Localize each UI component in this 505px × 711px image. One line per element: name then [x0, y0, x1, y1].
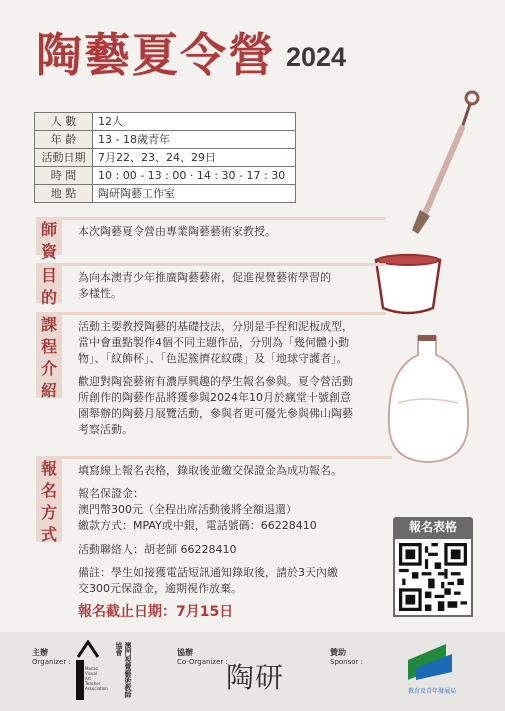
table-row	[35, 167, 296, 185]
table-row	[35, 131, 296, 149]
section-label: 報 名 方 式	[36, 456, 62, 542]
section-divider	[62, 263, 386, 266]
qr-label: 報名表格	[393, 517, 473, 537]
qr-icon	[399, 543, 467, 611]
coorganizer-label: 協辦 Co-Organizer :	[177, 648, 228, 666]
organizer-name: 澳門視覺藝術教師協會	[115, 642, 132, 698]
info-key: 年 齡	[35, 131, 93, 149]
course-text-1: 活動主要教授陶藝的基礎技法，分別是手捏和泥板成型，當中會重點製作4個不同主題作品，分別為「幾何體小動物」、「紋飾杯」、「色泥簇擠花紋碟」及「地球守護者」。	[78, 320, 353, 365]
table-row	[35, 185, 296, 203]
qr-section	[393, 517, 473, 617]
qr-code[interactable]	[393, 537, 473, 617]
deposit-title: 報名保證金：	[78, 487, 144, 500]
deposit-amount: 澳門幣300元（全程出席活動後將全額退還）	[78, 503, 297, 516]
signup-text: 填寫線上報名表格，錄取後並繳交保證金為成功報名。	[78, 464, 342, 477]
info-key: 活動日期	[35, 149, 93, 167]
section-divider	[62, 312, 386, 315]
organizer-name-en: Macao Visual Art Teacher Association	[85, 666, 108, 691]
info-key: 時 間	[35, 167, 93, 185]
sponsor-logo	[402, 642, 462, 704]
pottery-tool-illustration	[400, 88, 490, 238]
info-value: 10 : 00 - 13 : 00 · 14 : 30 - 17 : 30	[93, 167, 296, 185]
info-key: 人 數	[35, 113, 93, 131]
footer	[0, 632, 505, 711]
section-signup	[36, 456, 378, 626]
table-row	[35, 113, 296, 131]
section-purpose	[36, 263, 338, 307]
info-value: 12人	[93, 113, 296, 131]
purpose-text: 為向本澳青少年推廣陶藝藝術，促進視覺藝術學習的多樣性。	[78, 271, 331, 300]
course-text-2: 歡迎對陶瓷藝術有濃厚興趣的學生報名參與。夏令營活動所創作的陶藝作品將獲參與2024年10月於瘋堂十號創意園舉辦的陶藝月展覽活動，參與者更可優先參與佛山陶藝考察活動。	[78, 375, 353, 436]
section-label: 目 的	[36, 263, 62, 303]
table-row	[35, 149, 296, 167]
page-header	[36, 28, 347, 82]
sponsor-name: 教育及青年發展局	[407, 688, 456, 695]
section-body	[78, 263, 338, 303]
coorganizer-logo: 陶研	[226, 661, 285, 694]
organizer-logo-icon	[76, 640, 100, 658]
page-year: 2024	[286, 42, 347, 72]
section-course	[36, 312, 360, 440]
section-teachers	[36, 217, 276, 261]
info-value: 陶研陶藝工作室	[93, 185, 296, 203]
info-table	[34, 112, 296, 203]
teachers-text: 本次陶藝夏令營由專業陶藝藝術家教授。	[78, 225, 276, 238]
organizer-logo	[76, 640, 134, 702]
vase-illustration	[384, 335, 474, 465]
signup-deadline: 報名截止日期：7月15日	[78, 604, 234, 620]
section-body	[78, 312, 360, 440]
section-body	[78, 217, 276, 255]
cup-illustration	[373, 252, 443, 318]
contact-person: 活動聯絡人：胡老師 66228410	[78, 543, 237, 556]
signup-note: 備註：學生如接獲電話短訊通知錄取後，請於3天內繳交300元保證金，逾期視作放棄。	[78, 566, 338, 595]
section-body	[78, 456, 378, 626]
sponsor-logo-icon	[406, 642, 454, 682]
sponsor-label: 贊助 Sponsor :	[330, 648, 363, 666]
payment-method: 繳款方式：MPAY或中銀，電話號碼：66228410	[78, 519, 317, 532]
info-value: 7月22、23、24、29日	[93, 149, 296, 167]
section-label: 課 程 介 紹	[36, 312, 62, 398]
organizer-label: 主辦 Organizer :	[32, 648, 71, 666]
section-divider	[62, 456, 392, 459]
info-key: 地 點	[35, 185, 93, 203]
page-title: 陶藝夏令營	[36, 28, 276, 82]
section-divider	[62, 217, 386, 220]
info-value: 13 - 18歲青年	[93, 131, 296, 149]
section-label: 師 資	[36, 217, 62, 255]
